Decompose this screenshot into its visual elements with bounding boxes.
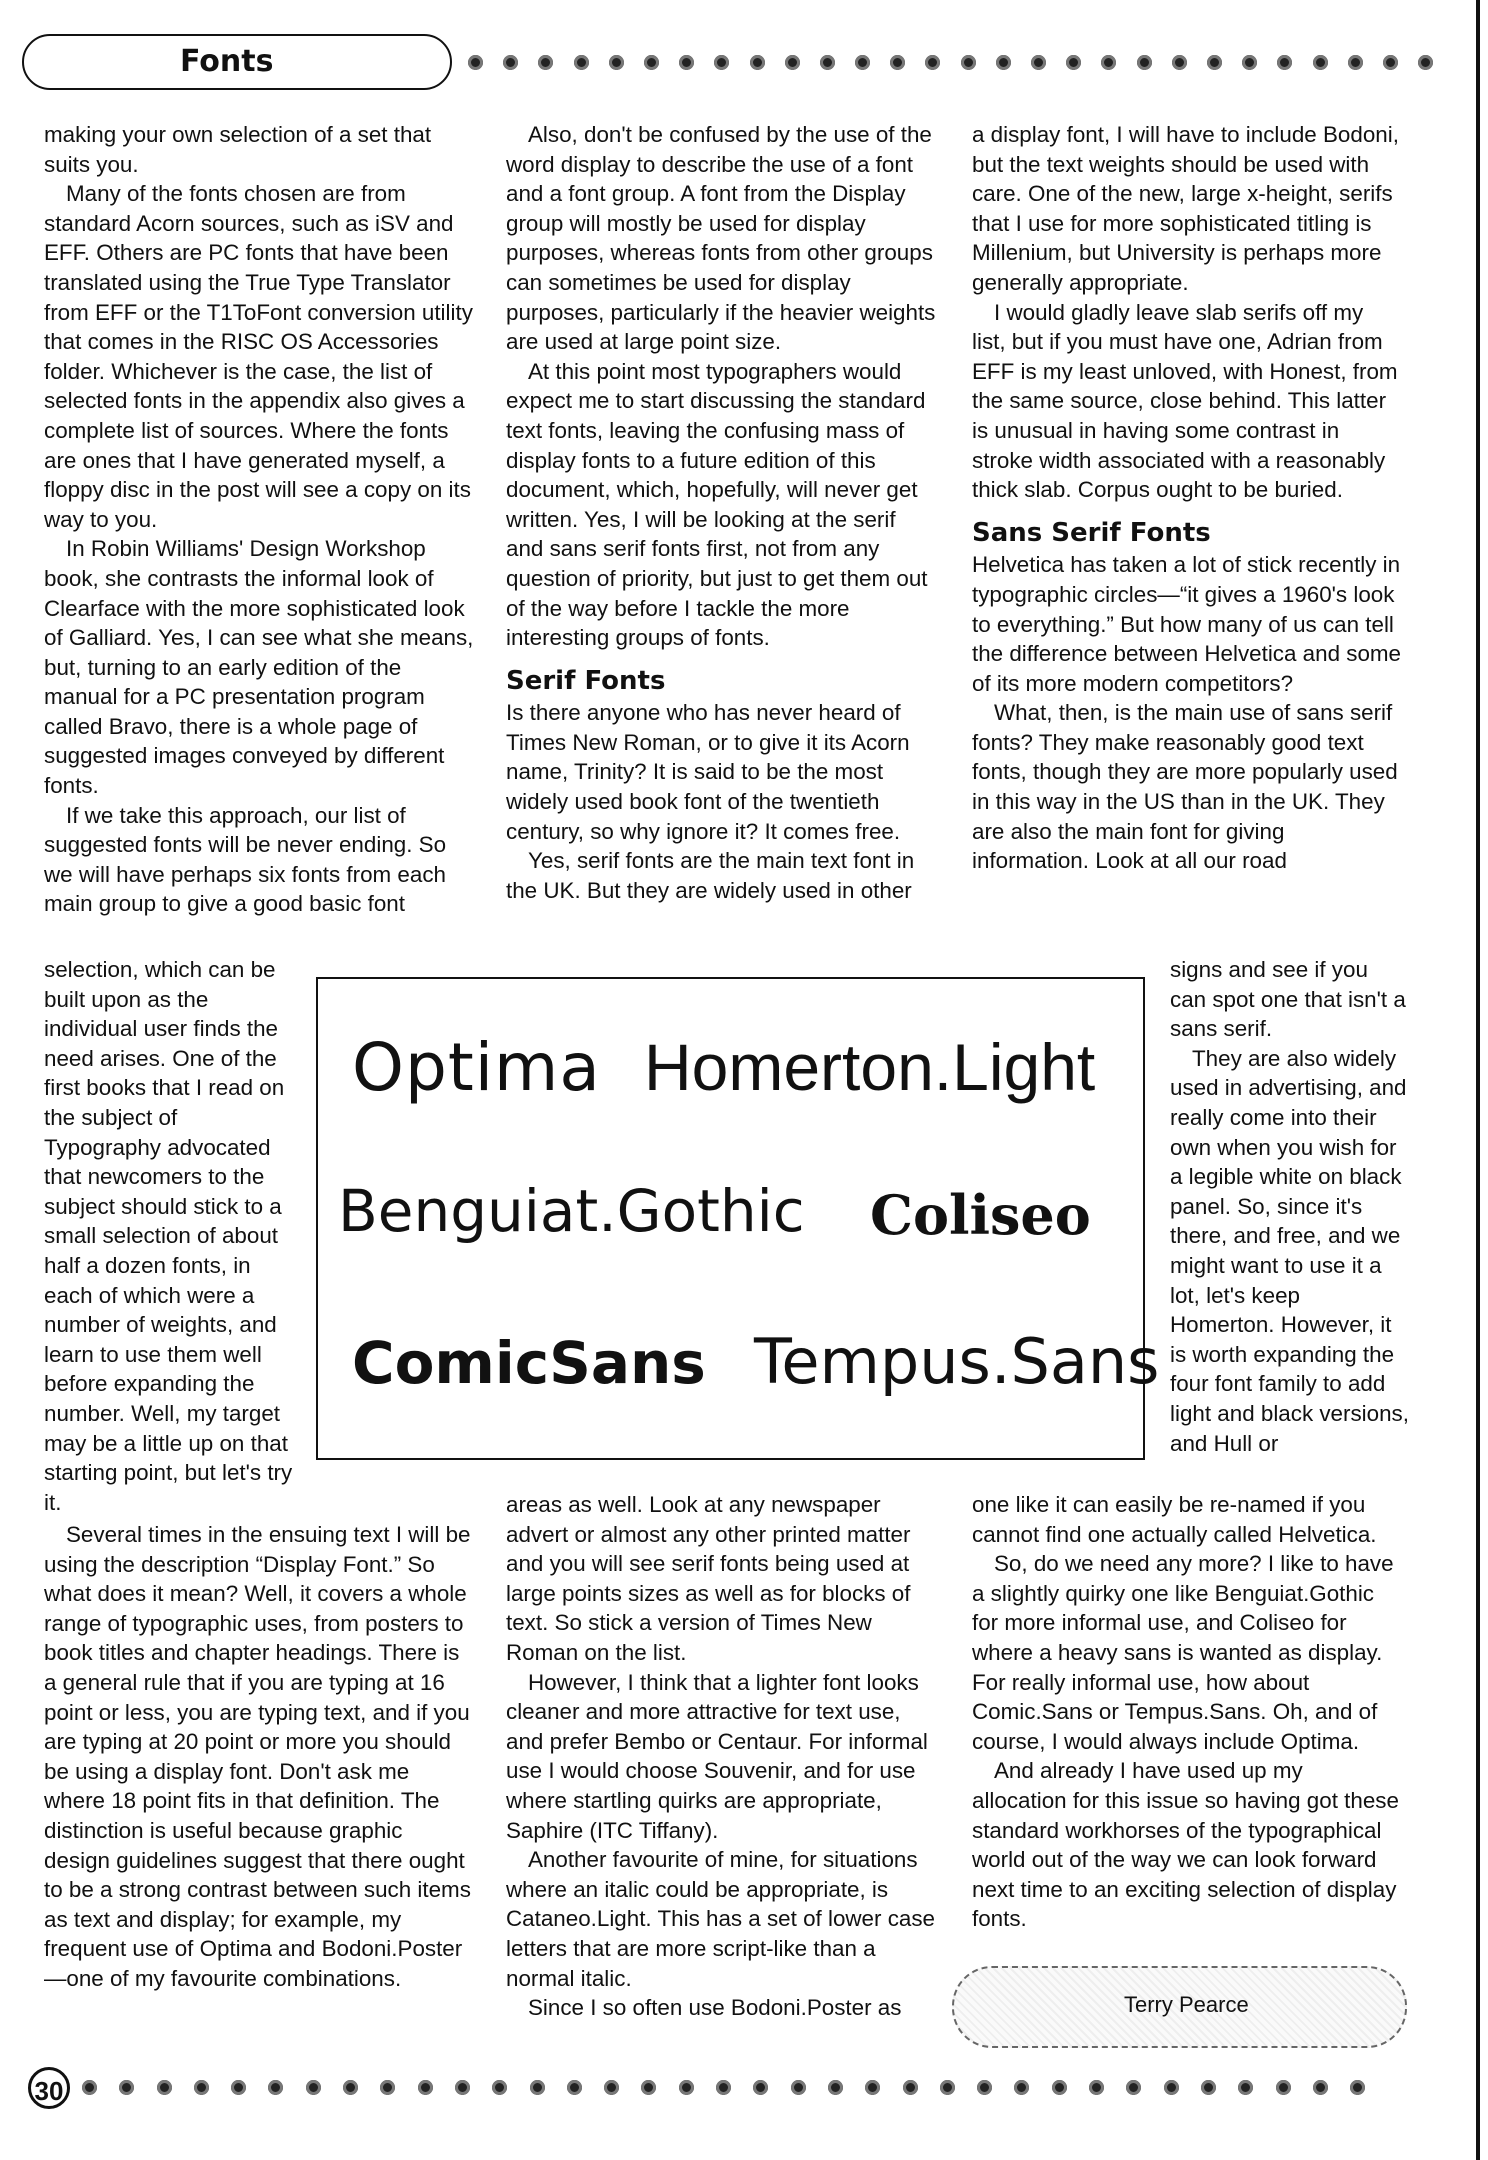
sans-serif-fonts-heading: Sans Serif Fonts xyxy=(972,517,1211,548)
decorative-dot xyxy=(641,2080,656,2095)
sample-coliseo: Coliseo xyxy=(870,1183,1091,1247)
decorative-dot xyxy=(1101,55,1116,70)
decorative-dot xyxy=(961,55,976,70)
decorative-dot xyxy=(1350,2080,1365,2095)
decorative-dot xyxy=(82,2080,97,2095)
decorative-dot xyxy=(343,2080,358,2095)
section-title: Fonts xyxy=(180,44,274,79)
decorative-dot xyxy=(119,2080,134,2095)
decorative-dot xyxy=(1383,55,1398,70)
author-signature xyxy=(952,1966,1407,2048)
header-dot-rule xyxy=(468,55,1453,70)
sample-homerton-light: Homerton.Light xyxy=(644,1030,1096,1104)
paragraph: However, I think that a lighter font looks cleaner and more attractive for text use, and prefer Bembo or Centaur. For informal use I would choose Souvenir, and for use where startling quirks are appropriate, Saphire (ITC Tiffany). xyxy=(506,1669,928,1843)
decorative-dot xyxy=(828,2080,843,2095)
decorative-dot xyxy=(1207,55,1222,70)
decorative-dot xyxy=(1277,55,1292,70)
paragraph: a display font, I will have to include Bodoni, but the text weights should be used with care. One of the new, large x-height, serifs that I use for more sophisticated titling is Millenium, but University is perhaps more generally appropriate. xyxy=(972,122,1399,295)
column-3-wrap xyxy=(1170,955,1410,1458)
column-1-lower xyxy=(44,1520,474,1994)
paragraph: Also, don't be confused by the use of the word display to describe the use of a font and a font group. A font from the Display group will mostly be used for display purposes, whereas fonts from other groups can sometimes be used for display purposes, particularly if the heavier weights are used at large point size. xyxy=(506,122,936,355)
page-number: 30 xyxy=(28,2067,70,2109)
decorative-dot xyxy=(567,2080,582,2095)
paragraph: Is there anyone who has never heard of Times New Roman, or to give it its Acorn name, Trinity? It is said to be the most widely used book font of the twentieth century, so why ignore it? It comes free. xyxy=(506,700,910,844)
paragraph: Since I so often use Bodoni.Poster as xyxy=(528,1995,902,2021)
decorative-dot xyxy=(679,55,694,70)
sample-benguiat-gothic: Benguiat.Gothic xyxy=(338,1177,805,1245)
decorative-dot xyxy=(1137,55,1152,70)
column-3-lower xyxy=(972,1490,1402,1934)
paragraph: Yes, serif fonts are the main text font in the UK. But they are widely used in other xyxy=(506,848,915,903)
paragraph: Another favourite of mine, for situations where an italic could be appropriate, is Cataneo.Light. This has a set of lower case letters that are more script-like than a normal italic. xyxy=(506,1847,935,1991)
decorative-dot xyxy=(1126,2080,1141,2095)
page-edge xyxy=(1476,0,1480,2160)
decorative-dot xyxy=(977,2080,992,2095)
paragraph: What, then, is the main use of sans serif fonts? They make reasonably good text fonts, though they are more popularly used in this way in the US than in the UK. They are also the main font for giving information. Look at all our road xyxy=(972,700,1398,874)
decorative-dot xyxy=(1276,2080,1291,2095)
decorative-dot xyxy=(1172,55,1187,70)
sample-comic-sans: ComicSans xyxy=(352,1329,706,1397)
decorative-dot xyxy=(574,55,589,70)
font-samples-box xyxy=(316,977,1160,1460)
decorative-dot xyxy=(785,55,800,70)
decorative-dot xyxy=(865,2080,880,2095)
decorative-dot xyxy=(157,2080,172,2095)
decorative-dot xyxy=(679,2080,694,2095)
author-name: Terry Pearce xyxy=(1124,1992,1249,2017)
decorative-dot xyxy=(1066,55,1081,70)
column-2 xyxy=(506,120,936,905)
decorative-dot xyxy=(1089,2080,1104,2095)
paragraph: Many of the fonts chosen are from standard Acorn sources, such as iSV and EFF. Others are PC fonts that have been translated using the True Type Translator from EFF or the T1ToFont conversion utility that comes in the RISC OS Accessories folder. Whichever is the case, the list of selected fonts in the appendix also gives a complete list of sources. Where the fonts are ones that I have generated myself, a floppy disc in the post will see a copy on its way to you. xyxy=(44,181,473,532)
decorative-dot xyxy=(604,2080,619,2095)
decorative-dot xyxy=(1313,55,1328,70)
decorative-dot xyxy=(503,55,518,70)
decorative-dot xyxy=(268,2080,283,2095)
decorative-dot xyxy=(538,55,553,70)
column-2-lower xyxy=(506,1490,936,2023)
decorative-dot xyxy=(1052,2080,1067,2095)
decorative-dot xyxy=(468,55,483,70)
decorative-dot xyxy=(1014,2080,1029,2095)
sample-optima: Optima xyxy=(352,1029,601,1106)
decorative-dot xyxy=(716,2080,731,2095)
paragraph: I would gladly leave slab serifs off my list, but if you must have one, Adrian from EFF is my least unloved, with Honest, from the same source, close behind. This latter is unusual in having some contrast in stroke width associated with a reasonably thick slab. Corpus ought to be buried. xyxy=(972,299,1398,503)
sample-tempus-sans: Tempus.Sans xyxy=(754,1325,1160,1398)
decorative-dot xyxy=(1418,55,1433,70)
paragraph: making your own selection of a set that suits you. xyxy=(44,122,432,177)
paragraph: At this point most typographers would expect me to start discussing the standard text fonts, leaving the confusing mass of display fonts to a future edition of this document, which, hopefully, will never get written. Yes, I will be looking at the serif and sans serif fonts first, not from any question of priority, but just to get them out of the way before I tackle the more interesting groups of fonts. xyxy=(506,358,928,651)
paragraph: They are also widely used in advertising, and really come into their own when you wish for a legible white on black panel. So, since it's there, and free, and we might want to use it a lot, let's keep Homerton. However, it is worth expanding the four font family to add light and black versions, and Hull or xyxy=(1170,1045,1409,1456)
decorative-dot xyxy=(492,2080,507,2095)
decorative-dot xyxy=(194,2080,209,2095)
paragraph: In Robin Williams' Design Workshop book, she contrasts the informal look of Clearface with the more sophisticated look of Galliard. Yes, I can see what she means, but, turning to an early edition of the manual for a PC presentation program called Bravo, there is a whole page of suggested images conveyed by different fonts. xyxy=(44,536,474,799)
decorative-dot xyxy=(455,2080,470,2095)
decorative-dot xyxy=(1164,2080,1179,2095)
decorative-dot xyxy=(925,55,940,70)
paragraph: areas as well. Look at any newspaper advert or almost any other printed matter and you will see serif fonts being used at large points sizes as well as for blocks of text. So stick a version of Times New Roman on the list. xyxy=(506,1492,911,1665)
decorative-dot xyxy=(644,55,659,70)
decorative-dot xyxy=(1313,2080,1328,2095)
paragraph: selection, which can be built upon as the individual user finds the need arises. One of the first books that I read on the subject of Typography advocated that newcomers to the subject should stick to a small selection of about half a dozen fonts, in each of which were a number of weights, and learn to use them well before expanding the number. Well, my target may be a little up on that starting point, but let's try it. xyxy=(44,957,293,1515)
decorative-dot xyxy=(418,2080,433,2095)
decorative-dot xyxy=(231,2080,246,2095)
decorative-dot xyxy=(855,55,870,70)
decorative-dot xyxy=(1238,2080,1253,2095)
paragraph: Several times in the ensuing text I will be using the description “Display Font.” So what does it mean? Well, it covers a whole range of typographic uses, from posters to book titles and chapter headings. There is a general rule that if you are typing at 16 point or less, you are typing text, and if you are typing at 20 point or more you should be using a display font. Don't ask me where 18 point fits in that definition. The distinction is useful because graphic design guidelines suggest that there ought to be a strong contrast between such items as text and display; for example, my frequent use of Optima and Bodoni.Poster—one of my favourite combinations. xyxy=(44,1522,471,1991)
footer-dot-rule xyxy=(82,2080,1387,2095)
decorative-dot xyxy=(903,2080,918,2095)
decorative-dot xyxy=(753,2080,768,2095)
paragraph: Helvetica has taken a lot of stick recently in typographic circles—“it gives a 1960's look to everything.” But how many of us can tell the difference between Helvetica and some of its more modern competitors? xyxy=(972,552,1402,696)
decorative-dot xyxy=(1348,55,1363,70)
decorative-dot xyxy=(890,55,905,70)
decorative-dot xyxy=(1201,2080,1216,2095)
column-3 xyxy=(972,120,1402,876)
paragraph: one like it can easily be re-named if you cannot find one actually called Helvetica. xyxy=(972,1492,1377,1547)
paragraph: If we take this approach, our list of suggested fonts will be never ending. So we will have perhaps six fonts from each main group to give a good basic font xyxy=(44,802,447,917)
decorative-dot xyxy=(1031,55,1046,70)
paragraph: So, do we need any more? I like to have a slightly quirky one like Benguiat.Gothic for more informal use, and Coliseo for where a heavy sans is wanted as display. For really informal use, how about Comic.Sans or Tempus.Sans. Oh, and of course, I would always include Optima. xyxy=(972,1551,1394,1754)
decorative-dot xyxy=(530,2080,545,2095)
paragraph: signs and see if you can spot one that isn't a sans serif. xyxy=(1170,957,1406,1042)
decorative-dot xyxy=(791,2080,806,2095)
column-1 xyxy=(44,120,474,919)
decorative-dot xyxy=(714,55,729,70)
decorative-dot xyxy=(940,2080,955,2095)
column-1-wrap xyxy=(44,955,294,1517)
decorative-dot xyxy=(306,2080,321,2095)
decorative-dot xyxy=(996,55,1011,70)
decorative-dot xyxy=(1242,55,1257,70)
paragraph: And already I have used up my allocation for this issue so having got these standard workhorses of the typographical world out of the way we can look forward next time to an exciting selection of display fonts. xyxy=(972,1758,1399,1932)
decorative-dot xyxy=(820,55,835,70)
decorative-dot xyxy=(750,55,765,70)
serif-fonts-heading: Serif Fonts xyxy=(506,665,666,696)
decorative-dot xyxy=(380,2080,395,2095)
decorative-dot xyxy=(609,55,624,70)
